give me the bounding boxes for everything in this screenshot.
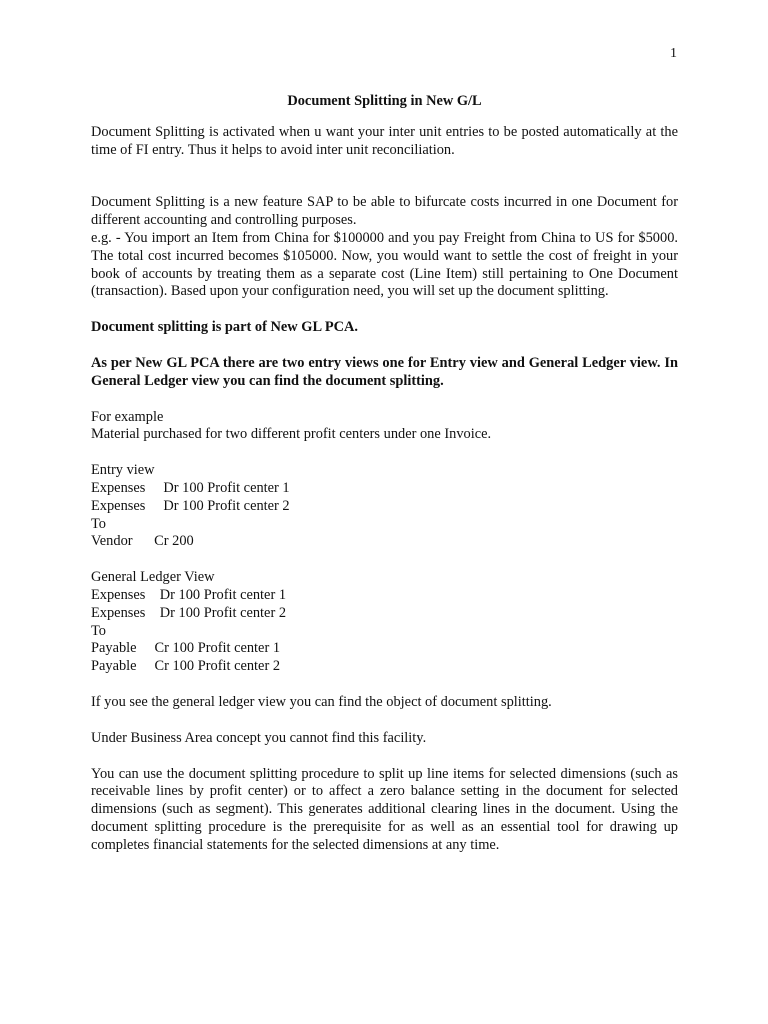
gl-view-line: To bbox=[91, 622, 106, 639]
paragraph-example-import: e.g. - You import an Item from China for $100000 and you pay Freight from China to US for $5000. The total cost incurred becomes $105000. Now, you would want to settle the cost of freight in your book of accounts by treating them as a separate cost (Line Item) still pertaining to One Document (transaction). Based upon your configuration need, you will set up the document splitting. bbox=[91, 229, 678, 300]
gl-view-line: Expenses Dr 100 Profit center 2 bbox=[91, 604, 287, 621]
paragraph-business-area: Under Business Area concept you cannot find this facility. bbox=[91, 729, 427, 746]
entry-view-line: To bbox=[91, 515, 106, 532]
entry-view-line: Expenses Dr 100 Profit center 2 bbox=[91, 497, 290, 514]
paragraph-feature: Document Splitting is a new feature SAP to be able to bifurcate costs incurred in one Document for different accounting and controlling purposes. bbox=[91, 194, 678, 229]
gl-view-line: Payable Cr 100 Profit center 1 bbox=[91, 640, 281, 657]
entry-view-heading: Entry view bbox=[91, 462, 155, 479]
document-title: Document Splitting in New G/L bbox=[287, 93, 482, 109]
paragraph-activation: Document Splitting is activated when u want your inter unit entries to be posted automatically at the time of FI entry. Thus it helps to avoid inter unit reconciliation. bbox=[91, 123, 678, 158]
bold-statement-views: As per New GL PCA there are two entry views one for Entry view and General Ledger view. In General Ledger view you can find the document splitting. bbox=[91, 354, 678, 389]
example-block bbox=[91, 409, 678, 445]
entry-view-block bbox=[91, 462, 678, 551]
gl-view-line: Payable Cr 100 Profit center 2 bbox=[91, 658, 281, 675]
gl-view-block bbox=[91, 569, 678, 676]
bold-statement-pca: Document splitting is part of New GL PCA. bbox=[91, 319, 359, 336]
example-heading: For example bbox=[91, 408, 164, 425]
paragraph-gl-object: If you see the general ledger view you can find the object of document splitting. bbox=[91, 693, 552, 710]
gl-view-heading: General Ledger View bbox=[91, 569, 215, 586]
paragraph-procedure: You can use the document splitting procedure to split up line items for selected dimensions (such as receivable lines by profit center) or to affect a zero balance setting in the document for selected dimensions (such as segment). This generates additional clearing lines in the document. Using the document splitting procedure is the prerequisite for as well as an essential tool for drawing up completes financial statements for the selected dimensions at any time. bbox=[91, 765, 678, 853]
gl-view-line: Expenses Dr 100 Profit center 1 bbox=[91, 586, 287, 603]
example-description: Material purchased for two different profit centers under one Invoice. bbox=[91, 426, 492, 443]
page-number: 1 bbox=[670, 46, 677, 61]
entry-view-line: Expenses Dr 100 Profit center 1 bbox=[91, 479, 290, 496]
document-body bbox=[91, 93, 678, 855]
entry-view-line: Vendor Cr 200 bbox=[91, 533, 194, 550]
